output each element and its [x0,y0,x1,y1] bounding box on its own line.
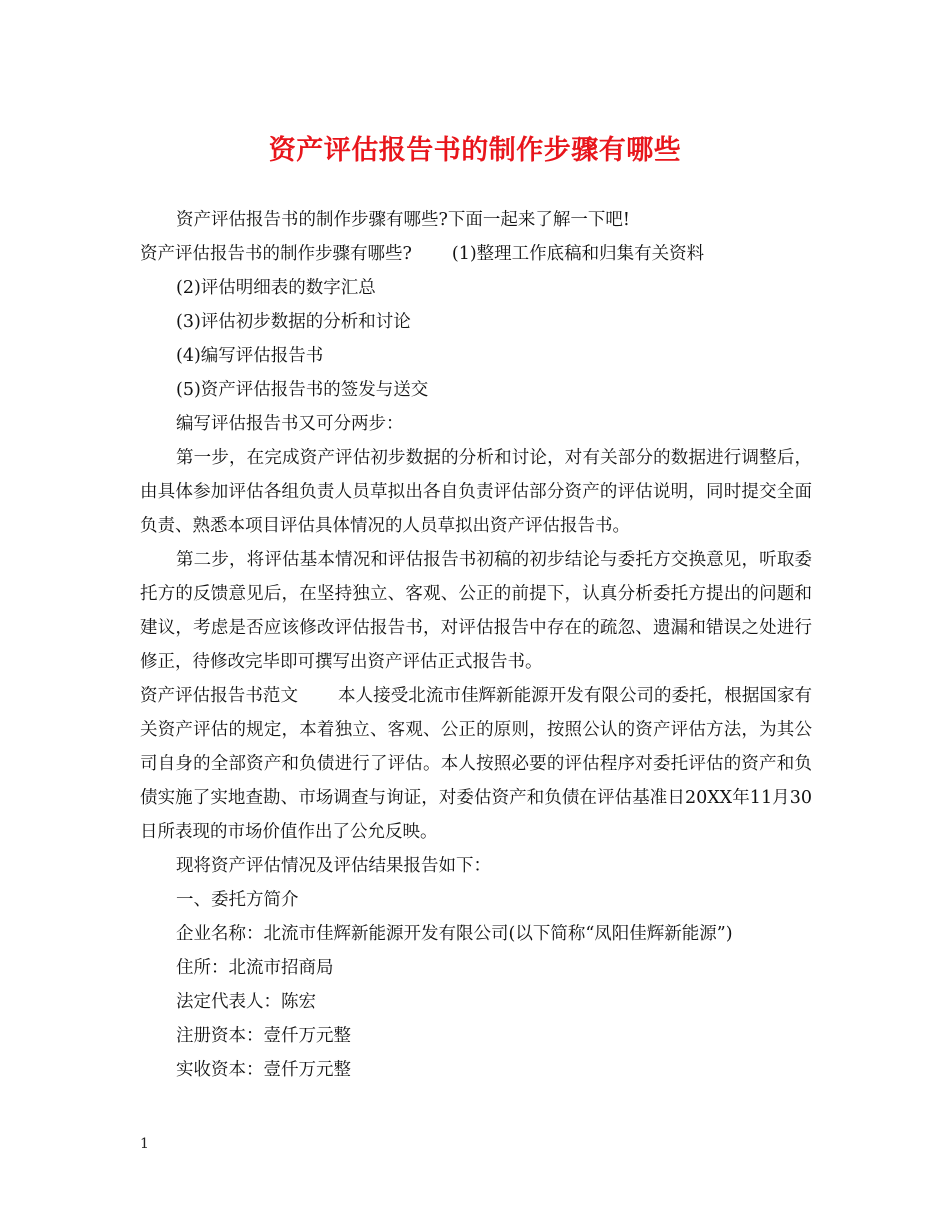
step-3: (3)评估初步数据的分析和讨论 [176,312,411,332]
sample-heading: 资产评估报告书范文 [140,686,298,706]
step-2: (2)评估明细表的数字汇总 [176,278,376,298]
registered-capital: 注册资本：壹仟万元整 [176,1026,351,1046]
first-step-paragraph: 第一步，在完成资产评估初步数据的分析和讨论，对有关部分的数据进行调整后，由具体参加评估各组负责人员草拟出各自负责评估部分资产的评估说明，同时提交全面负责、熟悉本项目评估具体情况的人员草拟出资产评估报告书。 [140,448,812,536]
step-5: (5)资产评估报告书的签发与送交 [176,380,429,400]
step-1: (1)整理工作底稿和归集有关资料 [451,244,705,264]
address: 住所：北流市招商局 [176,958,334,978]
page-number: 1 [140,1136,149,1152]
legal-representative: 法定代表人：陈宏 [176,992,316,1012]
two-steps-line: 编写评估报告书又可分两步： [176,414,404,434]
document-body [140,203,812,1087]
paid-in-capital: 实收资本：壹仟万元整 [176,1060,351,1080]
report-intro: 现将资产评估情况及评估结果报告如下： [176,856,491,876]
document-title: 资产评估报告书的制作步骤有哪些 [268,135,682,166]
step-4: (4)编写评估报告书 [176,346,324,366]
question-heading: 资产评估报告书的制作步骤有哪些? [140,244,412,264]
second-step-paragraph: 第二步，将评估基本情况和评估报告书初稿的初步结论与委托方交换意见，听取委托方的反馈意见后，在坚持独立、客观、公正的前提下，认真分析委托方提出的问题和建议，考虑是否应该修改评估报告书，对评估报告中存在的疏忽、遗漏和错误之处进行修正，待修改完毕即可撰写出资产评估正式报告书。 [140,550,812,672]
question-line [140,237,812,271]
intro-paragraph: 资产评估报告书的制作步骤有哪些?下面一起来了解一下吧! [176,210,630,230]
sample-text: 本人接受北流市佳辉新能源开发有限公司的委托，根据国家有关资产评估的规定，本着独立、客观、公正的原则，按照公认的资产评估方法，为其公司自身的全部资产和负债进行了评估。本人按照必要的评估程序对委托评估的资产和负债实施了实地查勘、市场调查与询证，对委估资产和负债在评估基准日20XX年11月30日所表现的市场价值作出了公允反映。 [140,686,812,842]
company-name: 企业名称：北流市佳辉新能源开发有限公司(以下简称“凤阳佳辉新能源”) [176,924,733,944]
sample-paragraph [140,679,812,849]
section-heading-1: 一、委托方简介 [176,890,299,910]
